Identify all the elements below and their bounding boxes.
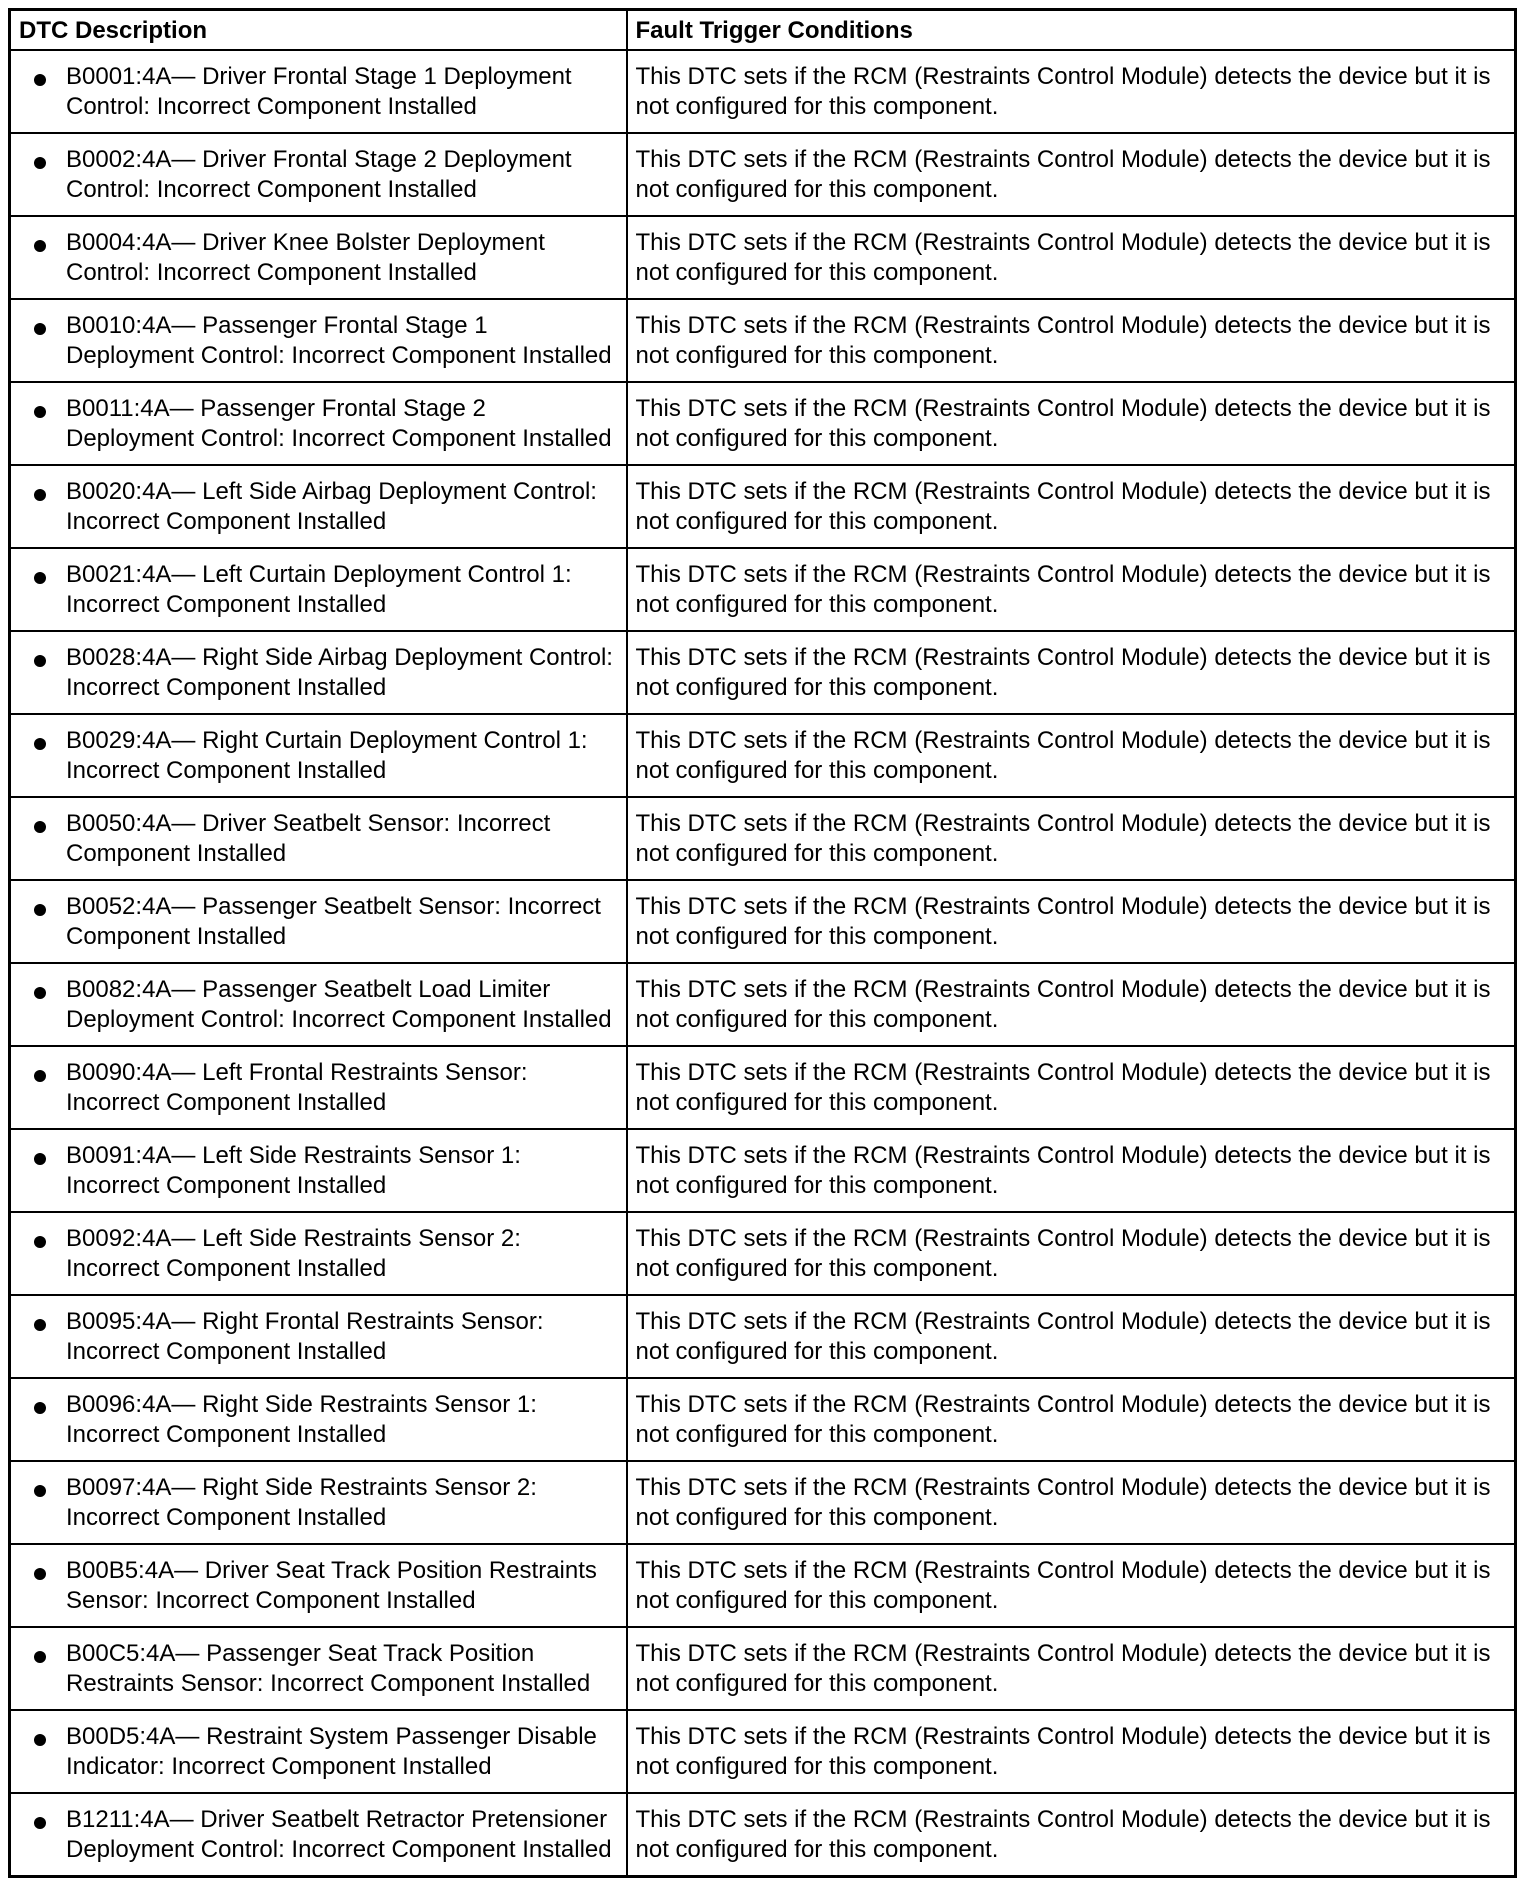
fault-trigger-condition-text: This DTC sets if the RCM (Restraints Control Module) detects the device but it is not configured for this component. — [635, 975, 1491, 1033]
fault-trigger-condition-cell — [627, 1212, 1516, 1295]
dtc-description-cell — [10, 299, 627, 382]
fault-trigger-condition-text: This DTC sets if the RCM (Restraints Control Module) detects the device but it is not configured for this component. — [635, 394, 1491, 452]
table-row — [10, 382, 1516, 465]
table-row — [10, 465, 1516, 548]
bullet-icon — [34, 1319, 46, 1331]
fault-trigger-condition-cell — [627, 1378, 1516, 1461]
fault-trigger-condition-cell — [627, 1461, 1516, 1544]
fault-trigger-condition-cell — [627, 216, 1516, 299]
dtc-table — [8, 8, 1517, 1878]
bullet-icon — [34, 1651, 46, 1663]
fault-trigger-condition-text: This DTC sets if the RCM (Restraints Control Module) detects the device but it is not configured for this component. — [635, 643, 1491, 701]
dtc-description-text: B0082:4A— Passenger Seatbelt Load Limiter Deployment Control: Incorrect Component Installed — [66, 975, 612, 1033]
dtc-description-text: B0029:4A— Right Curtain Deployment Control 1: Incorrect Component Installed — [66, 726, 588, 784]
table-row — [10, 631, 1516, 714]
table-row — [10, 299, 1516, 382]
dtc-description-text: B0090:4A— Left Frontal Restraints Sensor: Incorrect Component Installed — [66, 1058, 528, 1116]
dtc-description-cell — [10, 382, 627, 465]
table-row — [10, 1793, 1516, 1877]
table-row — [10, 1627, 1516, 1710]
dtc-description-text: B00C5:4A— Passenger Seat Track Position Restraints Sensor: Incorrect Component Installed — [66, 1639, 591, 1697]
fault-trigger-condition-cell — [627, 1793, 1516, 1877]
dtc-description-cell — [10, 50, 627, 133]
dtc-description-text: B00D5:4A— Restraint System Passenger Disable Indicator: Incorrect Component Installed — [66, 1722, 597, 1780]
dtc-description-text: B0092:4A— Left Side Restraints Sensor 2: Incorrect Component Installed — [66, 1224, 521, 1282]
table-row — [10, 1461, 1516, 1544]
fault-trigger-condition-cell — [627, 797, 1516, 880]
dtc-description-text: B0095:4A— Right Frontal Restraints Sensor: Incorrect Component Installed — [66, 1307, 544, 1365]
fault-trigger-condition-cell — [627, 1544, 1516, 1627]
fault-trigger-condition-text: This DTC sets if the RCM (Restraints Control Module) detects the device but it is not configured for this component. — [635, 1805, 1491, 1863]
dtc-description-cell — [10, 1627, 627, 1710]
table-row — [10, 1295, 1516, 1378]
bullet-icon — [34, 1236, 46, 1248]
fault-trigger-condition-text: This DTC sets if the RCM (Restraints Control Module) detects the device but it is not configured for this component. — [635, 1473, 1491, 1531]
bullet-icon — [34, 821, 46, 833]
fault-trigger-condition-text: This DTC sets if the RCM (Restraints Control Module) detects the device but it is not configured for this component. — [635, 1556, 1491, 1614]
dtc-description-cell — [10, 1544, 627, 1627]
fault-trigger-condition-text: This DTC sets if the RCM (Restraints Control Module) detects the device but it is not configured for this component. — [635, 1722, 1491, 1780]
dtc-description-cell — [10, 465, 627, 548]
dtc-description-cell — [10, 133, 627, 216]
dtc-description-text: B0002:4A— Driver Frontal Stage 2 Deployment Control: Incorrect Component Installed — [66, 145, 572, 203]
fault-trigger-condition-cell — [627, 465, 1516, 548]
fault-trigger-condition-text: This DTC sets if the RCM (Restraints Control Module) detects the device but it is not configured for this component. — [635, 1141, 1491, 1199]
dtc-description-text: B0097:4A— Right Side Restraints Sensor 2: Incorrect Component Installed — [66, 1473, 537, 1531]
dtc-description-cell — [10, 1046, 627, 1129]
bullet-icon — [34, 655, 46, 667]
dtc-description-text: B0050:4A— Driver Seatbelt Sensor: Incorrect Component Installed — [66, 809, 551, 867]
fault-trigger-condition-cell — [627, 1627, 1516, 1710]
bullet-icon — [34, 1402, 46, 1414]
bullet-icon — [34, 489, 46, 501]
bullet-icon — [34, 1817, 46, 1829]
bullet-icon — [34, 1568, 46, 1580]
dtc-description-cell — [10, 548, 627, 631]
table-row — [10, 50, 1516, 133]
table-body — [10, 50, 1516, 1877]
fault-trigger-condition-text: This DTC sets if the RCM (Restraints Control Module) detects the device but it is not configured for this component. — [635, 809, 1491, 867]
dtc-description-cell — [10, 963, 627, 1046]
dtc-description-cell — [10, 1710, 627, 1793]
dtc-description-text: B1211:4A— Driver Seatbelt Retractor Pretensioner Deployment Control: Incorrect Component Installed — [66, 1805, 612, 1863]
dtc-description-text: B0028:4A— Right Side Airbag Deployment Control: Incorrect Component Installed — [66, 643, 613, 701]
dtc-description-text: B0001:4A— Driver Frontal Stage 1 Deployment Control: Incorrect Component Installed — [66, 62, 572, 120]
bullet-icon — [34, 406, 46, 418]
table-row — [10, 1212, 1516, 1295]
fault-trigger-condition-cell — [627, 1046, 1516, 1129]
dtc-description-text: B0004:4A— Driver Knee Bolster Deployment Control: Incorrect Component Installed — [66, 228, 545, 286]
fault-trigger-condition-cell — [627, 1710, 1516, 1793]
table-row — [10, 880, 1516, 963]
dtc-description-cell — [10, 880, 627, 963]
header-fault-trigger-conditions: Fault Trigger Conditions — [627, 10, 1516, 50]
bullet-icon — [34, 1070, 46, 1082]
fault-trigger-condition-cell — [627, 963, 1516, 1046]
fault-trigger-condition-text: This DTC sets if the RCM (Restraints Control Module) detects the device but it is not configured for this component. — [635, 62, 1491, 120]
bullet-icon — [34, 1485, 46, 1497]
fault-trigger-condition-text: This DTC sets if the RCM (Restraints Control Module) detects the device but it is not configured for this component. — [635, 892, 1491, 950]
dtc-description-text: B0010:4A— Passenger Frontal Stage 1 Deployment Control: Incorrect Component Installed — [66, 311, 612, 369]
fault-trigger-condition-text: This DTC sets if the RCM (Restraints Control Module) detects the device but it is not configured for this component. — [635, 145, 1491, 203]
fault-trigger-condition-cell — [627, 631, 1516, 714]
table-row — [10, 714, 1516, 797]
fault-trigger-condition-text: This DTC sets if the RCM (Restraints Control Module) detects the device but it is not configured for this component. — [635, 1639, 1491, 1697]
header-dtc-description: DTC Description — [10, 10, 627, 50]
dtc-description-cell — [10, 714, 627, 797]
fault-trigger-condition-cell — [627, 548, 1516, 631]
dtc-description-text: B0011:4A— Passenger Frontal Stage 2 Deployment Control: Incorrect Component Installed — [66, 394, 612, 452]
dtc-description-text: B0091:4A— Left Side Restraints Sensor 1: Incorrect Component Installed — [66, 1141, 521, 1199]
fault-trigger-condition-text: This DTC sets if the RCM (Restraints Control Module) detects the device but it is not configured for this component. — [635, 560, 1491, 618]
table-row — [10, 1378, 1516, 1461]
bullet-icon — [34, 1153, 46, 1165]
fault-trigger-condition-cell — [627, 299, 1516, 382]
bullet-icon — [34, 572, 46, 584]
table-row — [10, 1046, 1516, 1129]
table-row — [10, 797, 1516, 880]
fault-trigger-condition-cell — [627, 1129, 1516, 1212]
dtc-description-cell — [10, 216, 627, 299]
dtc-description-cell — [10, 631, 627, 714]
bullet-icon — [34, 240, 46, 252]
table-row — [10, 1129, 1516, 1212]
dtc-description-cell — [10, 1295, 627, 1378]
bullet-icon — [34, 738, 46, 750]
fault-trigger-condition-text: This DTC sets if the RCM (Restraints Control Module) detects the device but it is not configured for this component. — [635, 1224, 1491, 1282]
fault-trigger-condition-cell — [627, 50, 1516, 133]
fault-trigger-condition-text: This DTC sets if the RCM (Restraints Control Module) detects the device but it is not configured for this component. — [635, 228, 1491, 286]
bullet-icon — [34, 74, 46, 86]
dtc-description-cell — [10, 797, 627, 880]
fault-trigger-condition-text: This DTC sets if the RCM (Restraints Control Module) detects the device but it is not configured for this component. — [635, 477, 1491, 535]
fault-trigger-condition-text: This DTC sets if the RCM (Restraints Control Module) detects the device but it is not configured for this component. — [635, 1058, 1491, 1116]
fault-trigger-condition-text: This DTC sets if the RCM (Restraints Control Module) detects the device but it is not configured for this component. — [635, 726, 1491, 784]
bullet-icon — [34, 157, 46, 169]
fault-trigger-condition-cell — [627, 880, 1516, 963]
dtc-description-cell — [10, 1461, 627, 1544]
table-row — [10, 963, 1516, 1046]
dtc-description-text: B0096:4A— Right Side Restraints Sensor 1: Incorrect Component Installed — [66, 1390, 537, 1448]
bullet-icon — [34, 323, 46, 335]
dtc-description-text: B00B5:4A— Driver Seat Track Position Restraints Sensor: Incorrect Component Installed — [66, 1556, 597, 1614]
table-header-row — [10, 10, 1516, 50]
table-row — [10, 548, 1516, 631]
table-row — [10, 1544, 1516, 1627]
dtc-description-cell — [10, 1378, 627, 1461]
bullet-icon — [34, 1734, 46, 1746]
dtc-description-text: B0052:4A— Passenger Seatbelt Sensor: Incorrect Component Installed — [66, 892, 601, 950]
dtc-description-cell — [10, 1793, 627, 1877]
table-row — [10, 133, 1516, 216]
fault-trigger-condition-cell — [627, 714, 1516, 797]
dtc-description-cell — [10, 1129, 627, 1212]
dtc-description-cell — [10, 1212, 627, 1295]
bullet-icon — [34, 987, 46, 999]
bullet-icon — [34, 904, 46, 916]
fault-trigger-condition-cell — [627, 1295, 1516, 1378]
fault-trigger-condition-text: This DTC sets if the RCM (Restraints Control Module) detects the device but it is not configured for this component. — [635, 1390, 1491, 1448]
table-row — [10, 1710, 1516, 1793]
dtc-description-text: B0020:4A— Left Side Airbag Deployment Control: Incorrect Component Installed — [66, 477, 597, 535]
table-row — [10, 216, 1516, 299]
dtc-description-text: B0021:4A— Left Curtain Deployment Control 1: Incorrect Component Installed — [66, 560, 572, 618]
fault-trigger-condition-text: This DTC sets if the RCM (Restraints Control Module) detects the device but it is not configured for this component. — [635, 311, 1491, 369]
fault-trigger-condition-text: This DTC sets if the RCM (Restraints Control Module) detects the device but it is not configured for this component. — [635, 1307, 1491, 1365]
fault-trigger-condition-cell — [627, 382, 1516, 465]
fault-trigger-condition-cell — [627, 133, 1516, 216]
